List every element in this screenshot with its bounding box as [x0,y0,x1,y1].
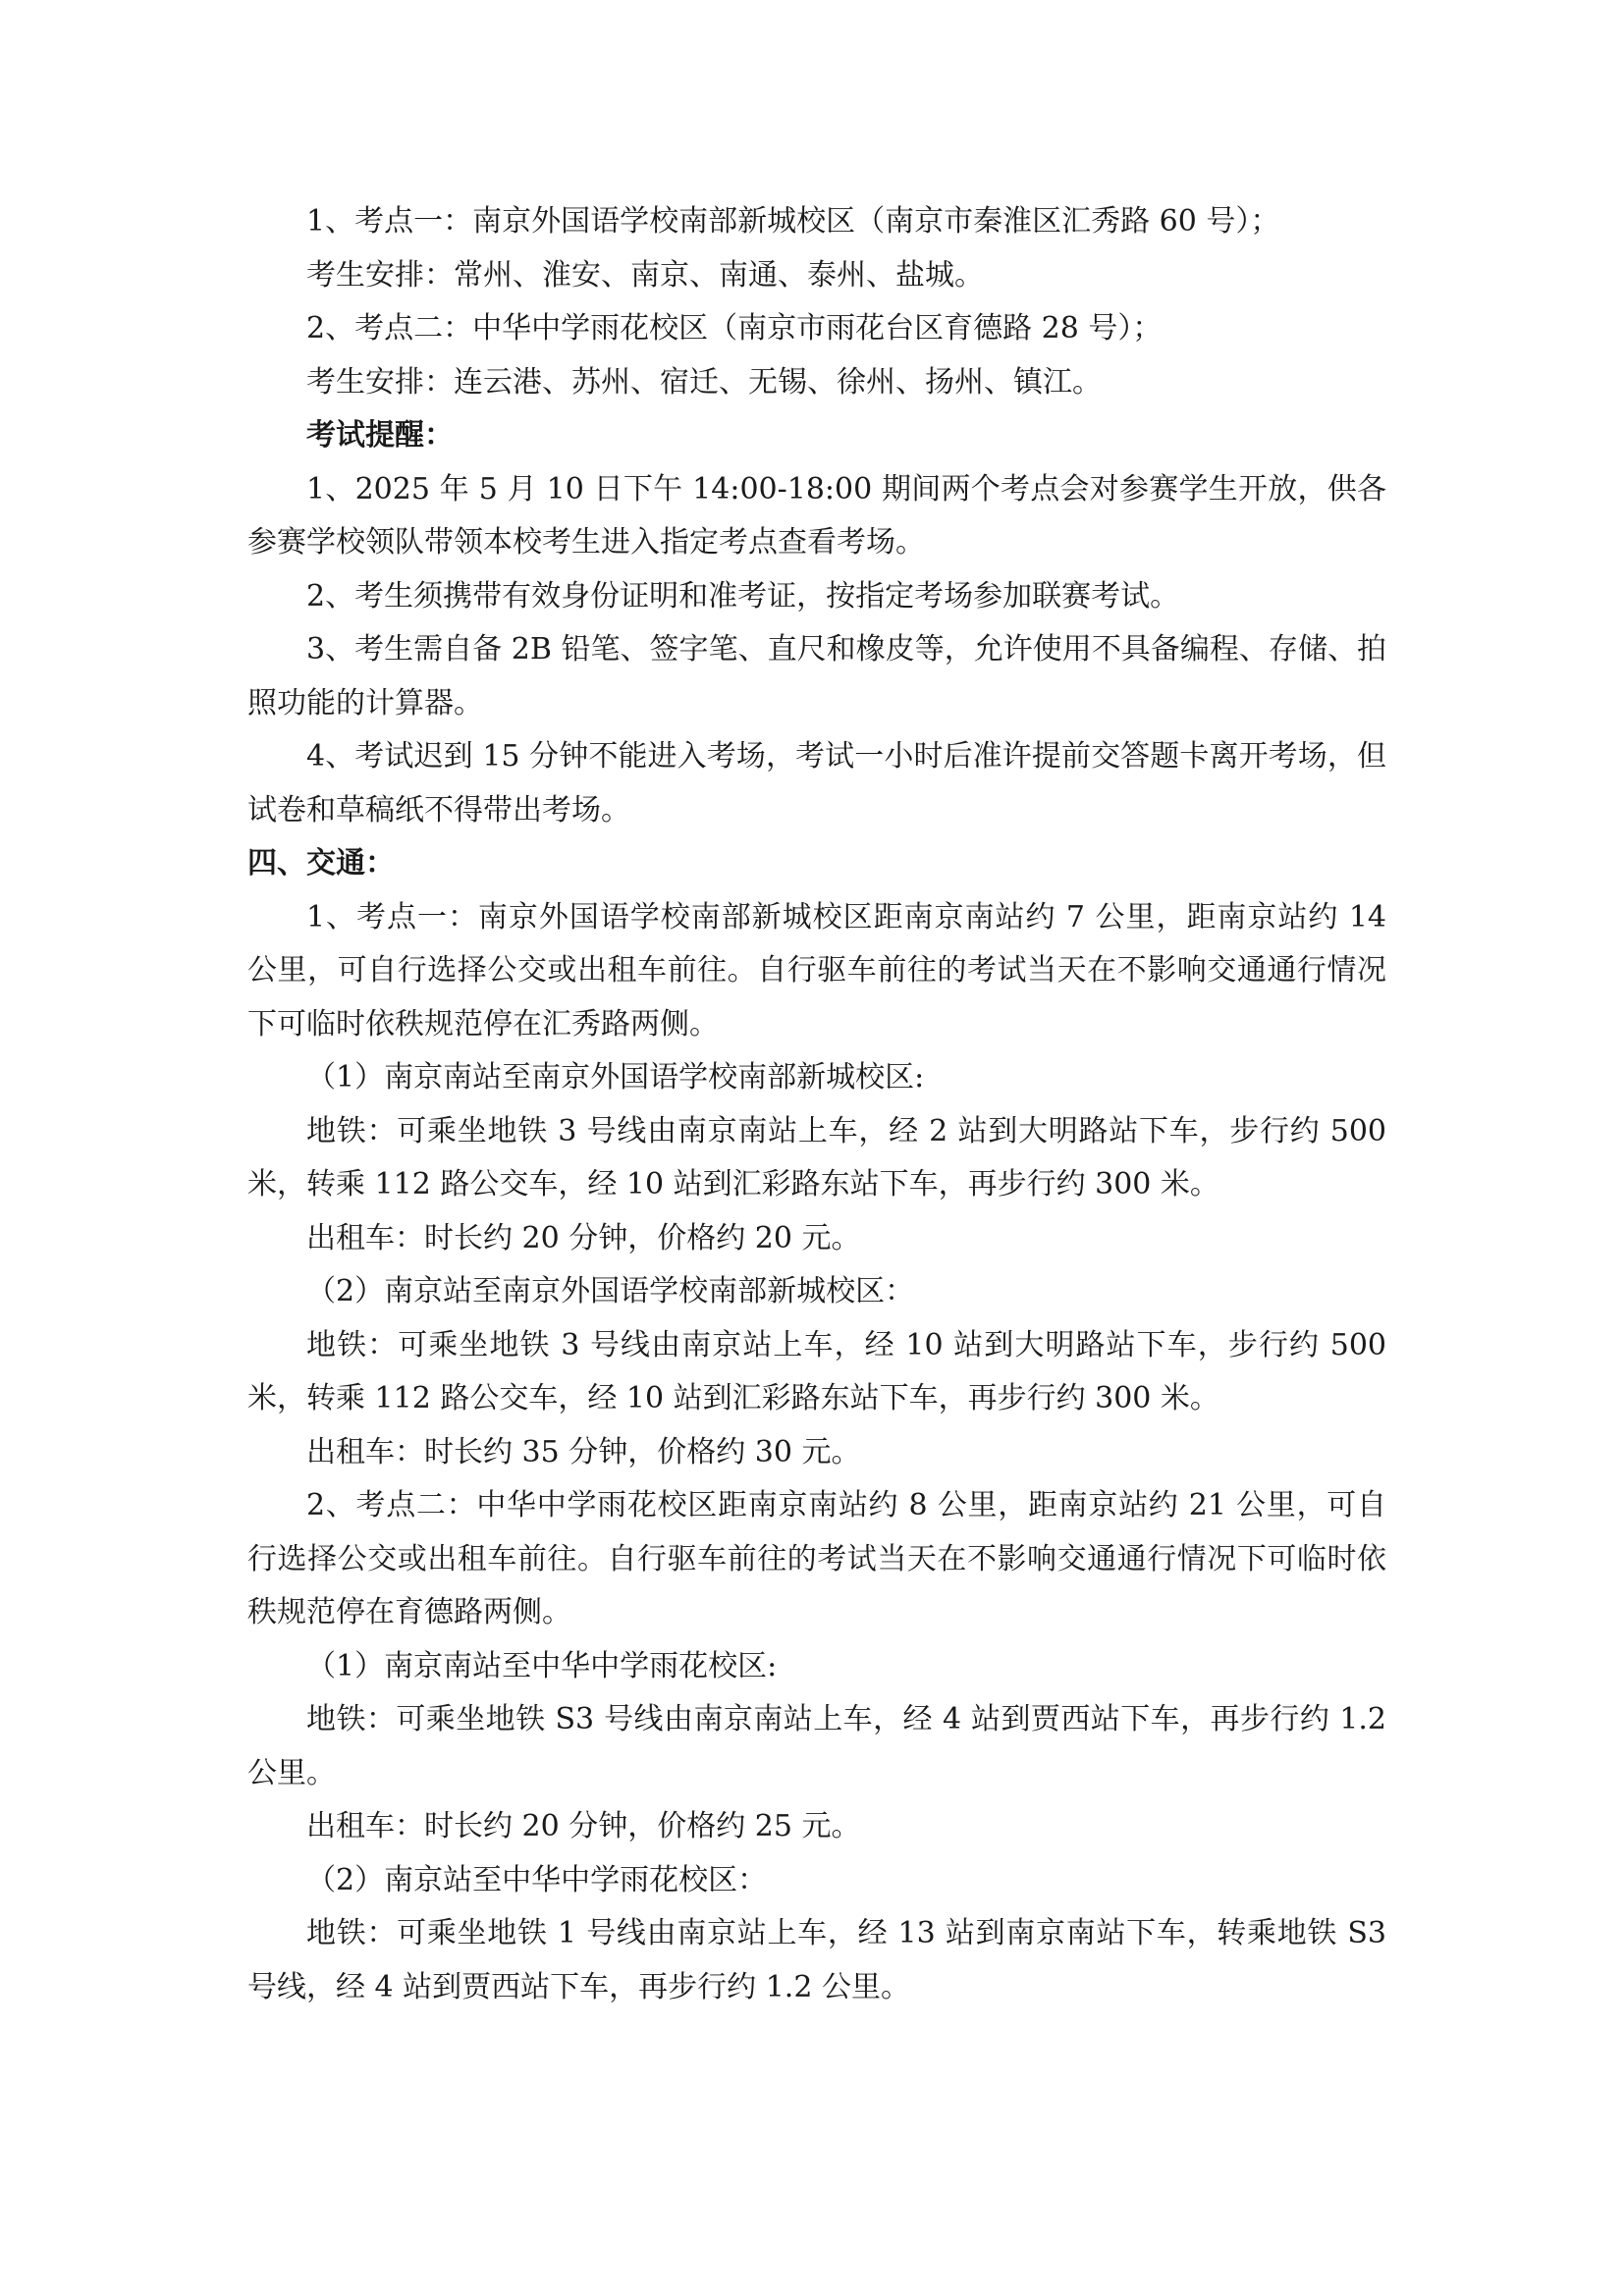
route-2-1-metro: 地铁：可乘坐地铁 S3 号线由南京南站上车，经 4 站到贾西站下车，再步行约 1.2 公里。 [247,1702,1386,1790]
reminder-item-3: 3、考生需自备 2B 铅笔、签字笔、直尺和橡皮等，允许使用不具备编程、存储、拍照功能的计算器。 [247,632,1386,721]
route-1-1-metro: 地铁：可乘坐地铁 3 号线由南京南站上车，经 2 站到大明路站下车，步行约 500 米，转乘 112 路公交车，经 10 站到汇彩路东站下车，再步行约 300 米。 [247,1113,1386,1201]
route-1-1-title: （1）南京南站至南京外国语学校南部新城校区: [306,1060,925,1095]
exam-site-1-address: 1、考点一：南京外国语学校南部新城校区（南京市秦淮区汇秀路 60 号）； [306,204,1280,239]
reminder-item-4: 4、考试迟到 15 分钟不能进入考场，考试一小时后准许提前交答题卡离开考场，但试卷和草稿纸不得带出考场。 [247,739,1386,828]
route-1-2-taxi: 出租车：时长约 35 分钟，价格约 30 元。 [306,1434,861,1469]
exam-site-2-address: 2、考点二：中华中学雨花校区（南京市雨花台区育德路 28 号）； [306,311,1163,346]
section-heading-transport: 四、交通： [247,846,395,881]
route-1-2-metro: 地铁：可乘坐地铁 3 号线由南京站上车，经 10 站到大明路站下车，步行约 500 米，转乘 112 路公交车，经 10 站到汇彩路东站下车，再步行约 300 米。 [247,1327,1386,1415]
document-body [247,195,1386,2014]
transport-site-2-intro: 2、考点二：中华中学雨花校区距南京南站约 8 公里，距南京站约 21 公里，可自行选择公交或出租车前往。自行驱车前往的考试当天在不影响交通通行情况下可临时依秩规范停在育德路两侧。 [247,1488,1386,1629]
reminder-item-2: 2、考生须携带有效身份证明和准考证，按指定考场参加联赛考试。 [306,578,1180,614]
route-2-1-title: （1）南京南站至中华中学雨花校区: [306,1648,778,1683]
route-2-2-title: （2）南京站至中华中学雨花校区： [306,1862,768,1897]
exam-reminder-heading: 考试提醒： [306,418,454,453]
exam-site-2-candidates: 考生安排：连云港、苏州、宿迁、无锡、徐州、扬州、镇江。 [306,364,1102,400]
route-1-2-title: （2）南京站至南京外国语学校南部新城校区： [306,1274,915,1308]
transport-site-1-intro: 1、考点一：南京外国语学校南部新城校区距南京南站约 7 公里，距南京站约 14 公里，可自行选择公交或出租车前往。自行驱车前往的考试当天在不影响交通通行情况下可临时依秩规范停在汇秀路两侧。 [247,899,1386,1041]
reminder-item-1: 1、2025 年 5 月 10 日下午 14:00-18:00 期间两个考点会对参赛学生开放，供各参赛学校领队带领本校考生进入指定考点查看考场。 [247,471,1386,560]
route-2-1-taxi: 出租车：时长约 20 分钟，价格约 25 元。 [306,1809,861,1843]
route-1-1-taxi: 出租车：时长约 20 分钟，价格约 20 元。 [306,1220,861,1255]
route-2-2-metro: 地铁：可乘坐地铁 1 号线由南京站上车，经 13 站到南京南站下车，转乘地铁 S3 号线，经 4 站到贾西站下车，再步行约 1.2 公里。 [247,1916,1386,2004]
exam-site-1-candidates: 考生安排：常州、淮安、南京、南通、泰州、盐城。 [306,257,984,293]
